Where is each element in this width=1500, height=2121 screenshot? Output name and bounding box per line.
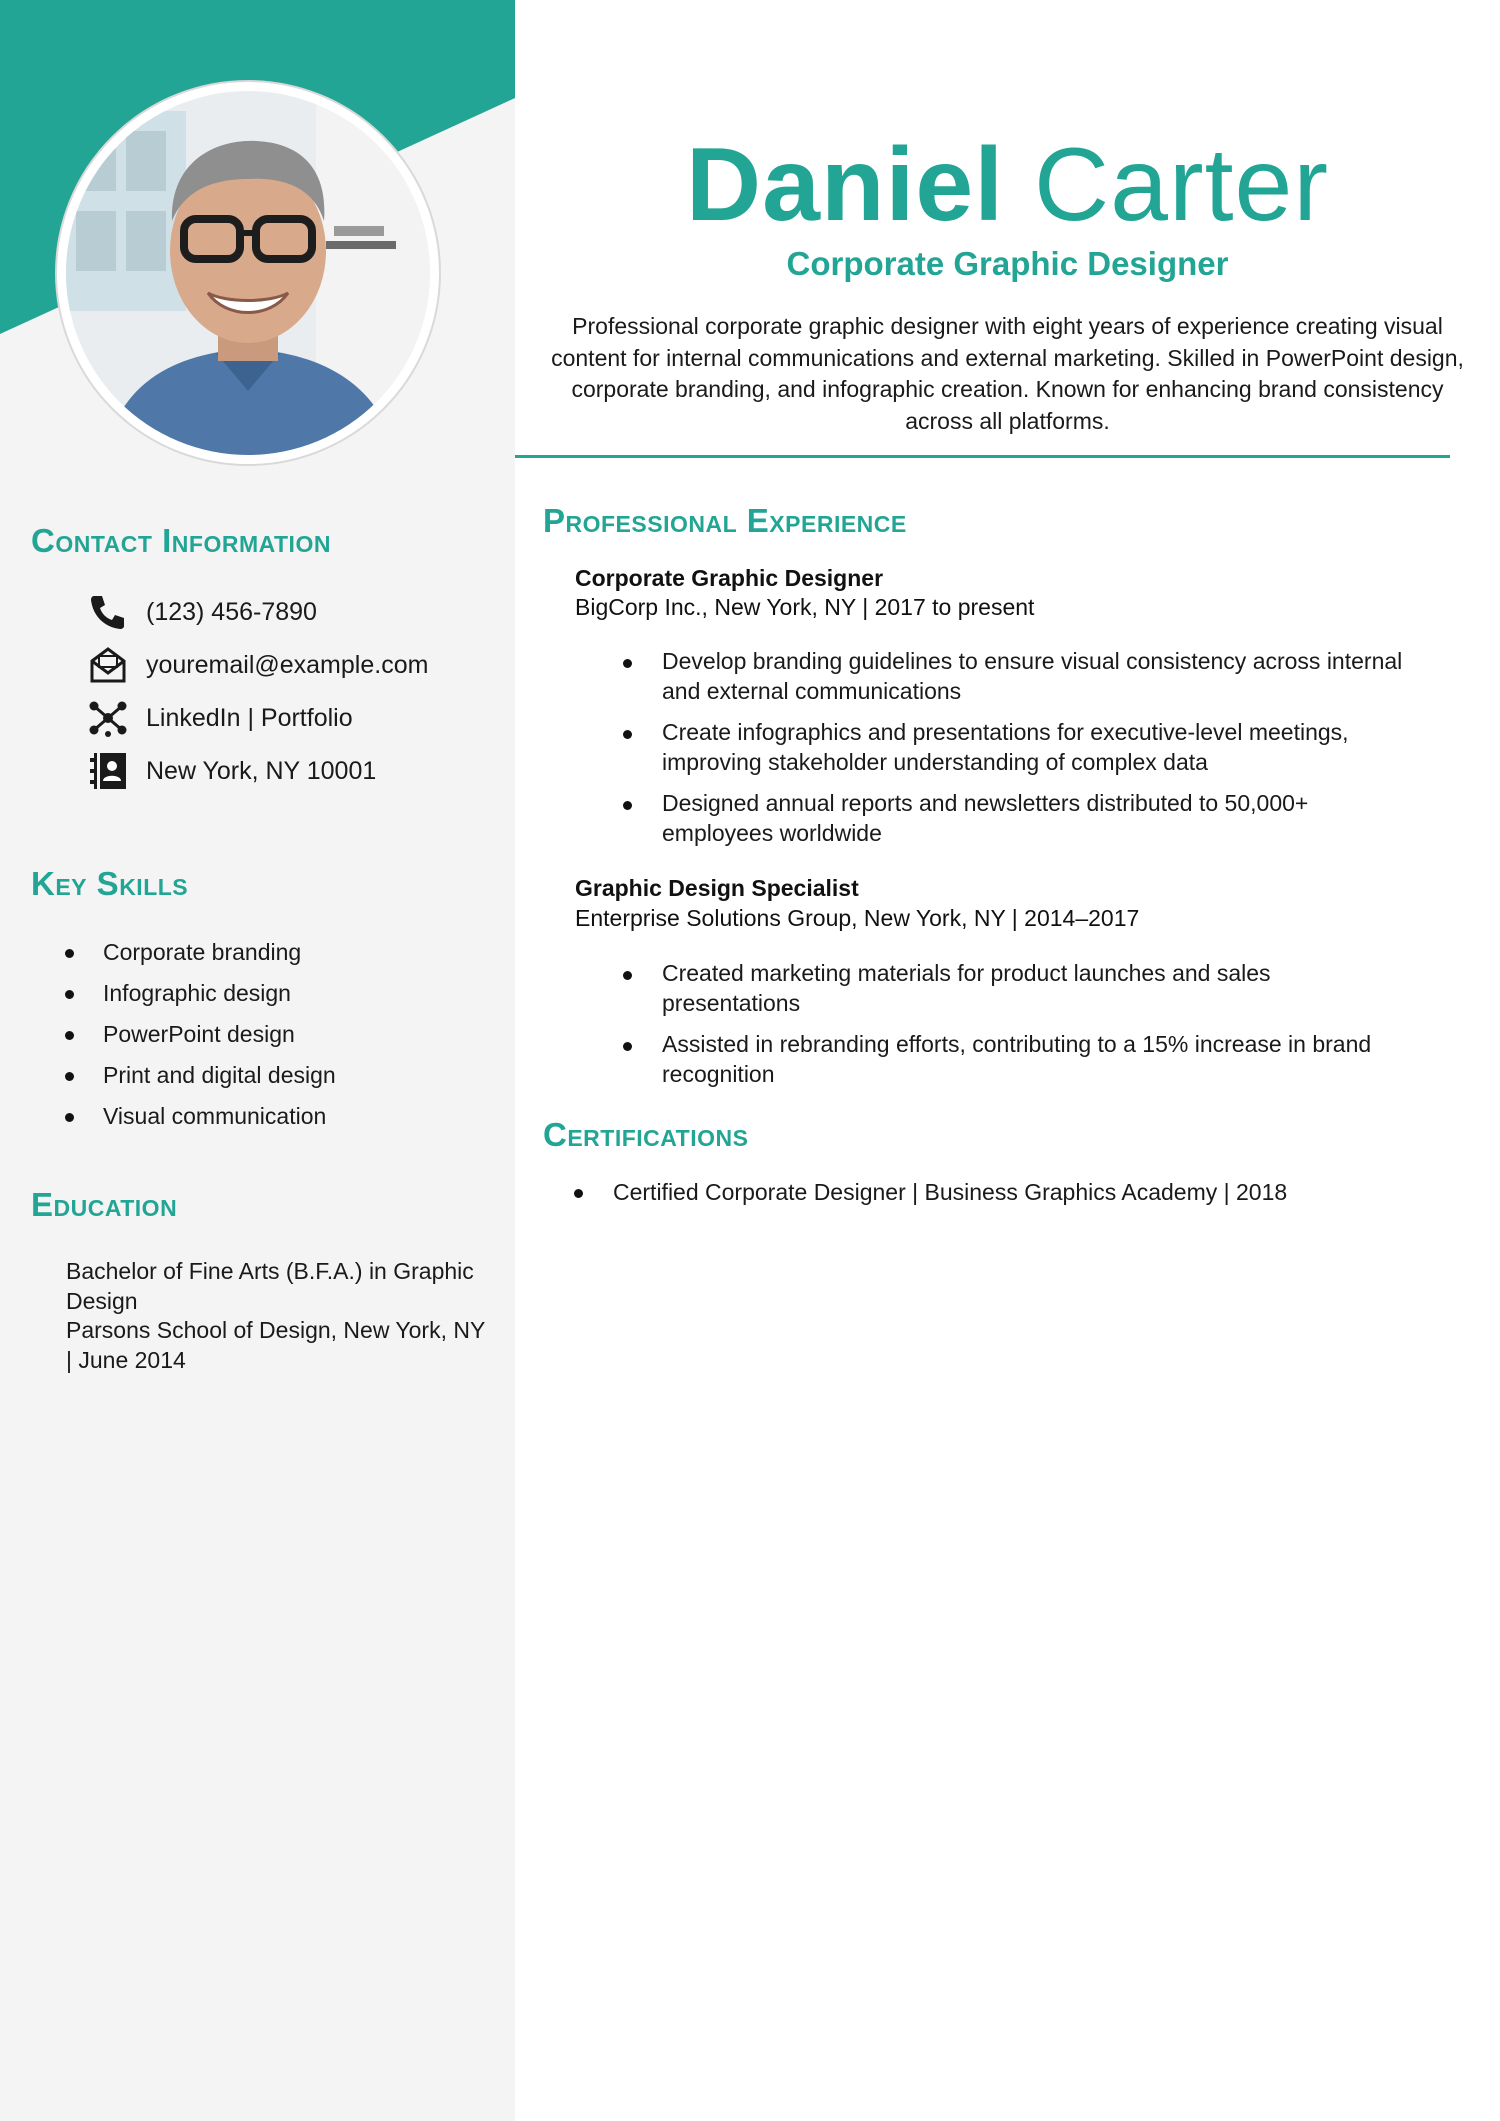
list-item: Print and digital design	[62, 1055, 336, 1096]
profile-photo	[66, 91, 430, 455]
job-1-title: Corporate Graphic Designer	[575, 565, 884, 591]
list-item: Created marketing materials for product launches and sales presentations	[620, 959, 1410, 1018]
experience-heading: Professional Experience	[543, 502, 907, 539]
education-entry	[66, 1257, 486, 1375]
first-name: Daniel	[686, 127, 1005, 243]
job-2-bullets	[620, 959, 1410, 1101]
contact-email[interactable]	[86, 641, 428, 689]
list-item: Infographic design	[62, 973, 336, 1014]
list-item: Visual communication	[62, 1096, 336, 1137]
list-item: Corporate branding	[62, 932, 336, 973]
contact-heading: Contact Information	[31, 522, 331, 559]
list-item: Develop branding guidelines to ensure visual consistency across internal and external communications	[620, 647, 1410, 706]
phone-icon	[86, 590, 130, 634]
header-divider	[515, 455, 1450, 458]
candidate-name	[515, 125, 1500, 245]
certifications-heading: Certifications	[543, 1116, 749, 1153]
education-heading: Education	[31, 1186, 178, 1223]
list-item: Certified Corporate Designer | Business Graphics Academy | 2018	[571, 1177, 1471, 1207]
job-headline: Corporate Graphic Designer	[786, 245, 1229, 282]
email-text: youremail@example.com	[146, 650, 429, 679]
links-text: LinkedIn | Portfolio	[146, 703, 353, 732]
last-name: Carter	[1034, 127, 1329, 243]
profile-summary: Professional corporate graphic designer with eight years of experience creating visual content for internal communications and external marketing. Skilled in PowerPoint design, corporate branding, and infographic creation. Known for enhancing brand consistency across all platforms.	[551, 313, 1464, 434]
network-icon	[86, 696, 130, 740]
job-2-meta: Enterprise Solutions Group, New York, NY | 2014–2017	[575, 905, 1140, 931]
job-1-meta: BigCorp Inc., New York, NY | 2017 to present	[575, 594, 1035, 620]
list-item: Designed annual reports and newsletters distributed to 50,000+ employees worldwide	[620, 789, 1410, 848]
skills-list	[62, 932, 336, 1137]
education-school: Parsons School of Design, New York, NY | June 2014	[66, 1317, 485, 1373]
contact-address	[86, 747, 376, 795]
job-1-bullets	[620, 647, 1410, 860]
list-item: Create infographics and presentations for executive-level meetings, improving stakeholder understanding of complex data	[620, 718, 1410, 777]
list-item: PowerPoint design	[62, 1014, 336, 1055]
address-book-icon	[86, 749, 130, 793]
certifications-list	[571, 1177, 1471, 1207]
list-item: Assisted in rebranding efforts, contributing to a 15% increase in brand recognition	[620, 1030, 1410, 1089]
contact-phone[interactable]	[86, 588, 317, 636]
education-degree: Bachelor of Fine Arts (B.F.A.) in Graphic Design	[66, 1258, 474, 1314]
job-2-title: Graphic Design Specialist	[575, 875, 859, 901]
envelope-icon	[86, 643, 130, 687]
address-text: New York, NY 10001	[146, 756, 377, 785]
skills-heading: Key Skills	[31, 865, 189, 902]
contact-links[interactable]	[86, 694, 353, 742]
phone-text: (123) 456-7890	[146, 597, 317, 626]
